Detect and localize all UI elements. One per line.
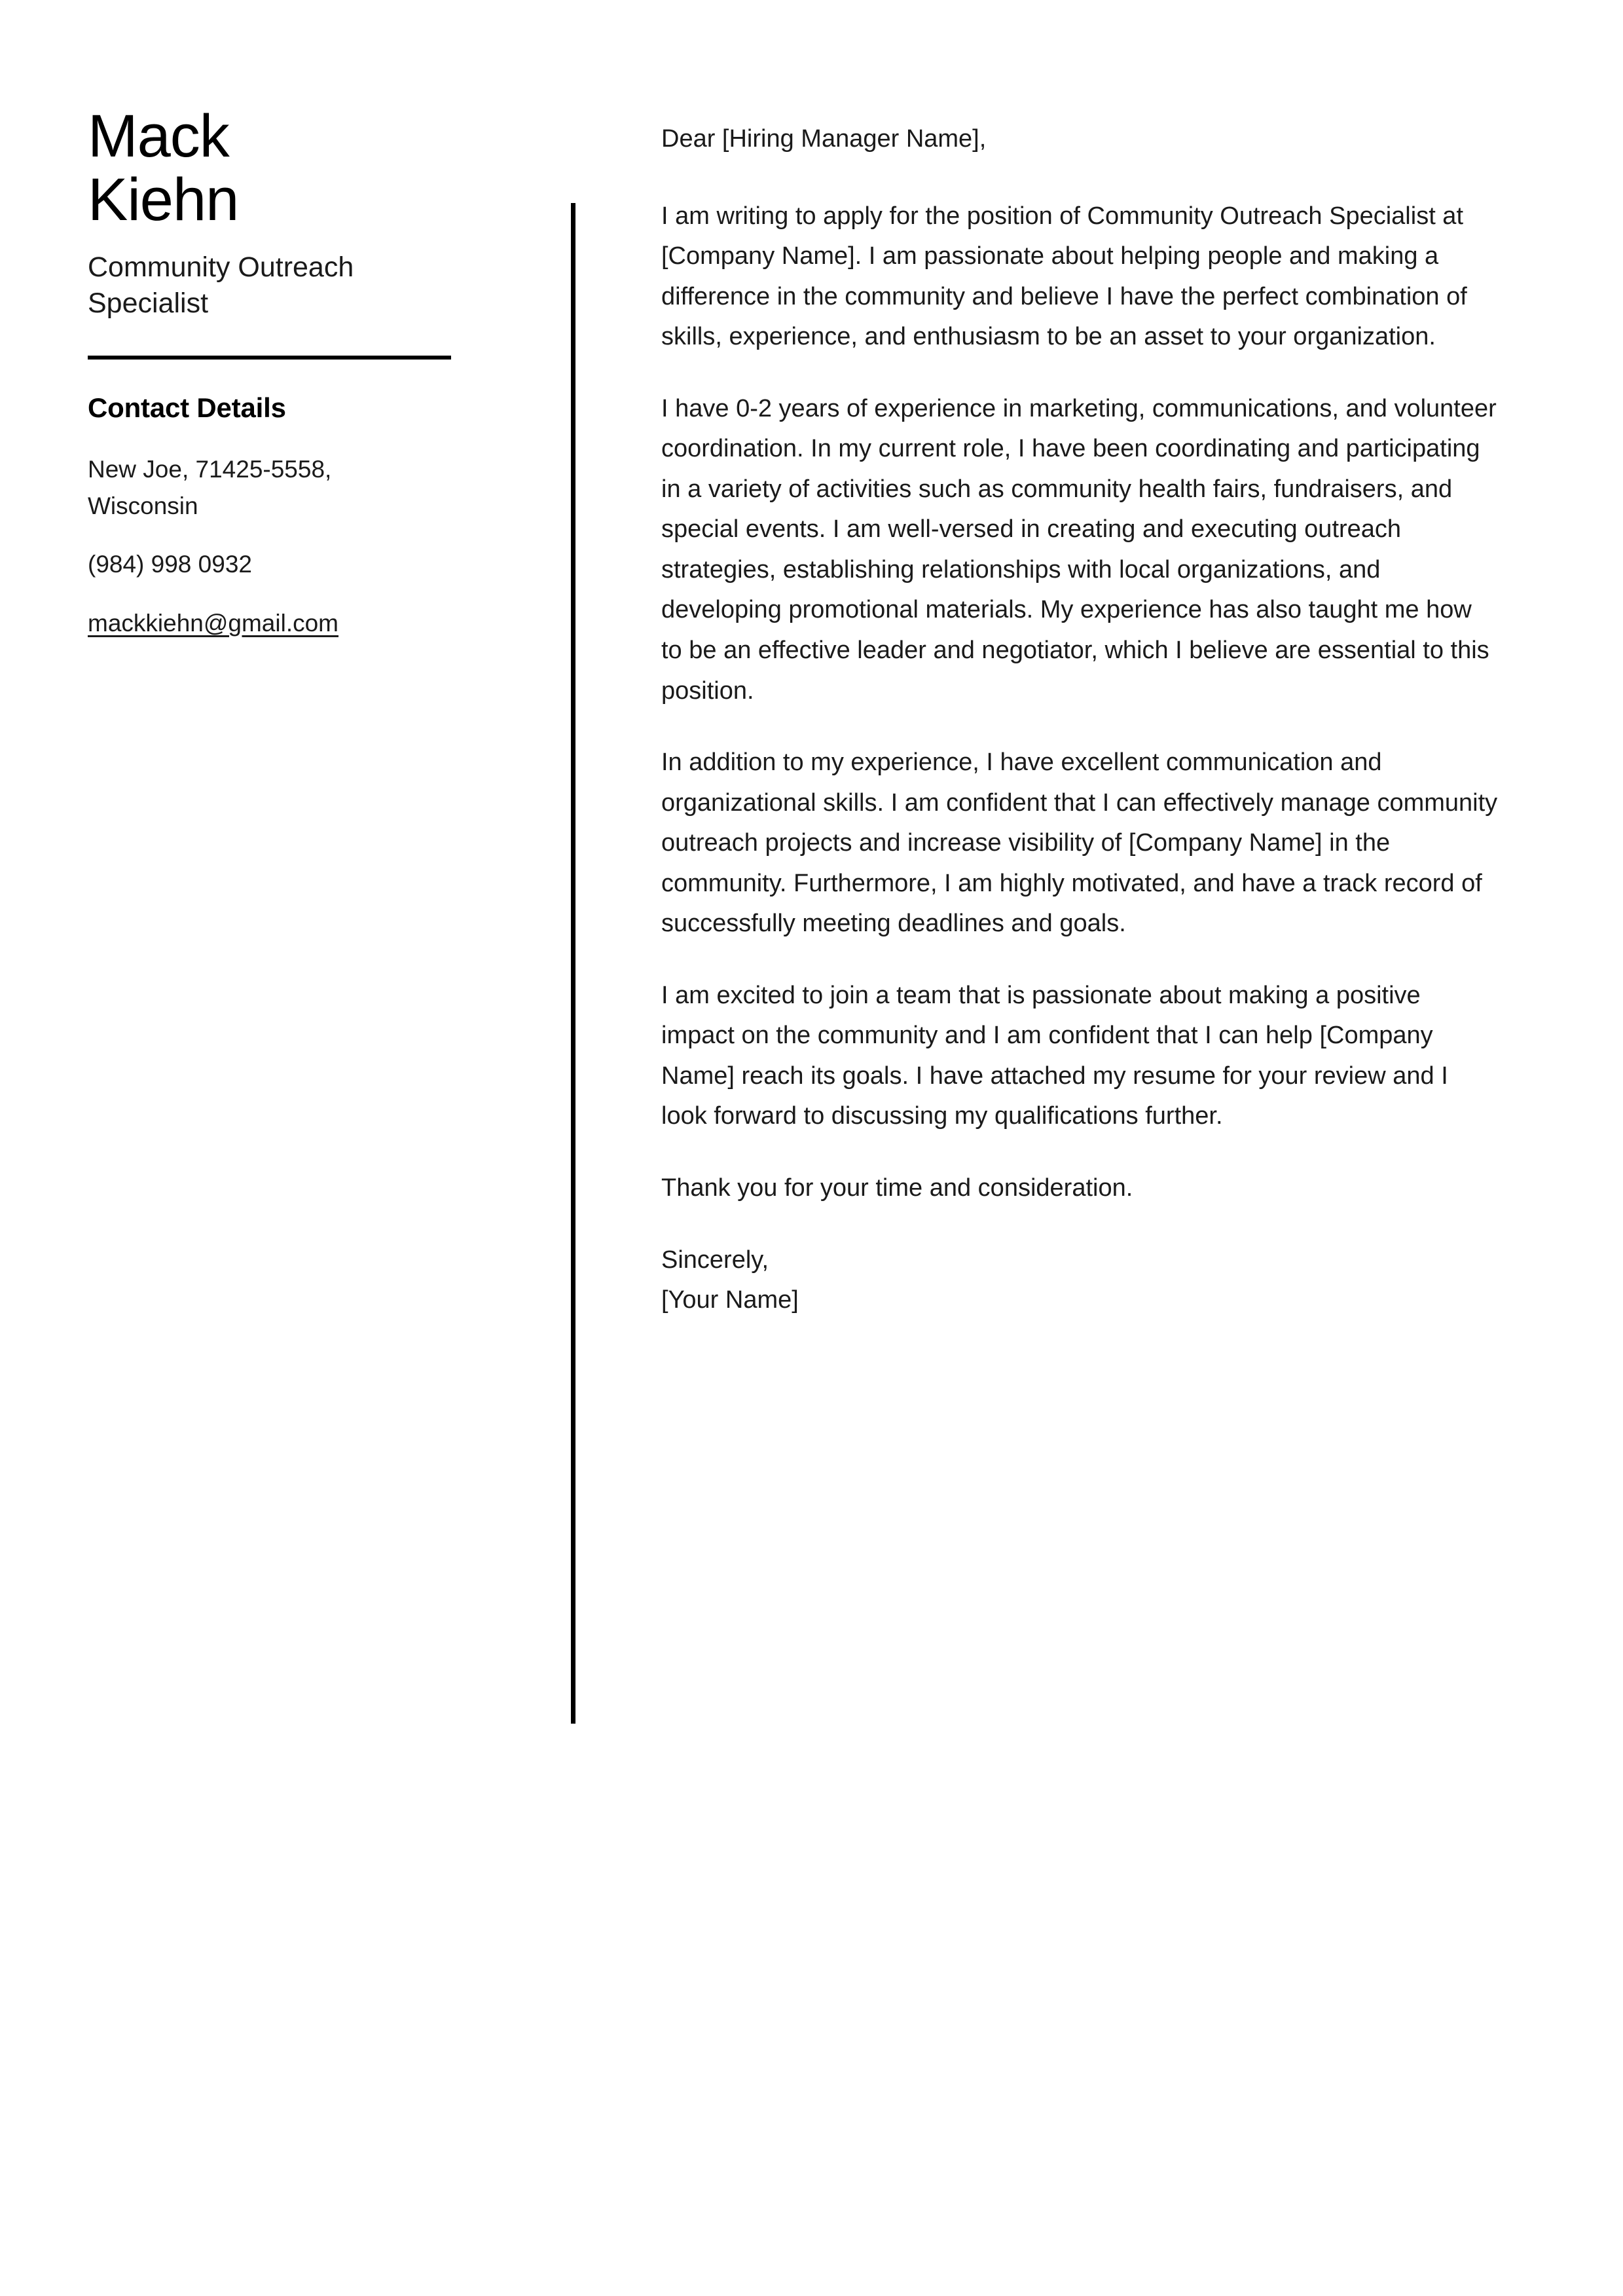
letter-sign-off (661, 1240, 1499, 1321)
letter-body (661, 119, 1499, 1321)
letter-salutation: Dear [Hiring Manager Name], (661, 125, 987, 153)
contact-details-heading: Contact Details (88, 392, 286, 424)
applicant-name (88, 105, 481, 231)
name-line-first: Mack (88, 103, 229, 170)
job-title: Community Outreach Specialist (88, 251, 354, 320)
contact-address: New Joe, 71425-5558, Wisconsin (88, 456, 332, 519)
vertical-divider (571, 203, 575, 1724)
letter-thank-you: Thank you for your time and consideration. (661, 1174, 1133, 1202)
sidebar-horizontal-rule (88, 356, 451, 360)
contact-details-list (88, 451, 481, 641)
letter-paragraph-4: I am excited to join a team that is passionate about making a positive impact on the community and I am confident that I can help [Company Name] reach its goals. I have attached my resume for your review and I look forward to discussing my qualifications further. (661, 981, 1448, 1130)
sidebar (88, 105, 481, 663)
name-line-last: Kiehn (88, 166, 239, 233)
sign-off-salutation: Sincerely, (661, 1246, 769, 1274)
letter-paragraph-3: In addition to my experience, I have excellent communication and organizational skills. I am confident that I can effectively manage community outreach projects and increase visibility of [Company Name] in the community. Furthermore, I am highly motivated, and have a track record of successfully meeting deadlines and goals. (661, 749, 1498, 938)
contact-phone[interactable]: (984) 998 0932 (88, 551, 252, 578)
contact-email-link[interactable]: mackkiehn@gmail.com (88, 609, 339, 637)
letter-paragraph-2: I have 0-2 years of experience in marketing, communications, and volunteer coordination. In my current role, I have been coordinating and participating in a variety of activities such as community health fairs, fundraisers, and special events. I am well-versed in creating and executing outreach strategies, establishing relationships with local organizations, and developing promotional materials. My experience has also taught me how to be an effective leader and negotiator, which I believe are essential to this position. (661, 394, 1497, 705)
sign-off-name: [Your Name] (661, 1286, 799, 1314)
letter-paragraph-1: I am writing to apply for the position of Community Outreach Specialist at [Company Name]. I am passionate about helping people and making a difference in the community and believe I have the perfect combination of skills, experience, and enthusiasm to be an asset to your organization. (661, 202, 1467, 351)
